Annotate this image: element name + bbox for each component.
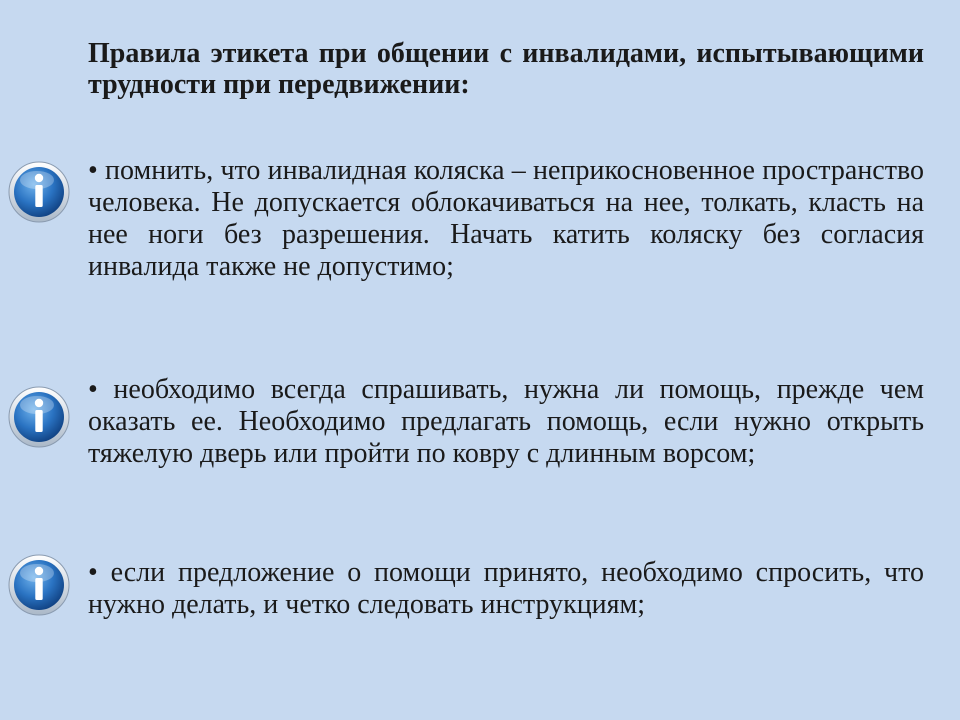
bullet-text: • если предложение о помощи принято, необходимо спросить, что нужно делать, и четко следовать инструкциям;: [88, 557, 924, 620]
info-icon: [7, 553, 71, 617]
bullet-text: • необходимо всегда спрашивать, нужна ли помощь, прежде чем оказать ее. Необходимо предлагать помощь, если нужно открыть тяжелую дверь или пройти по ковру с длинным ворсом;: [88, 374, 924, 469]
info-icon: [7, 160, 71, 224]
info-icon: [7, 385, 71, 449]
slide-title: Правила этикета при общении с инвалидами, испытывающими трудности при передвижении:: [88, 38, 924, 100]
bullet-text: • помнить, что инвалидная коляска – неприкосновенное пространство человека. Не допускается облокачиваться на нее, толкать, класть на нее ноги без разрешения. Начать катить коляску без согласия инвалида также не допустимо;: [88, 155, 924, 282]
